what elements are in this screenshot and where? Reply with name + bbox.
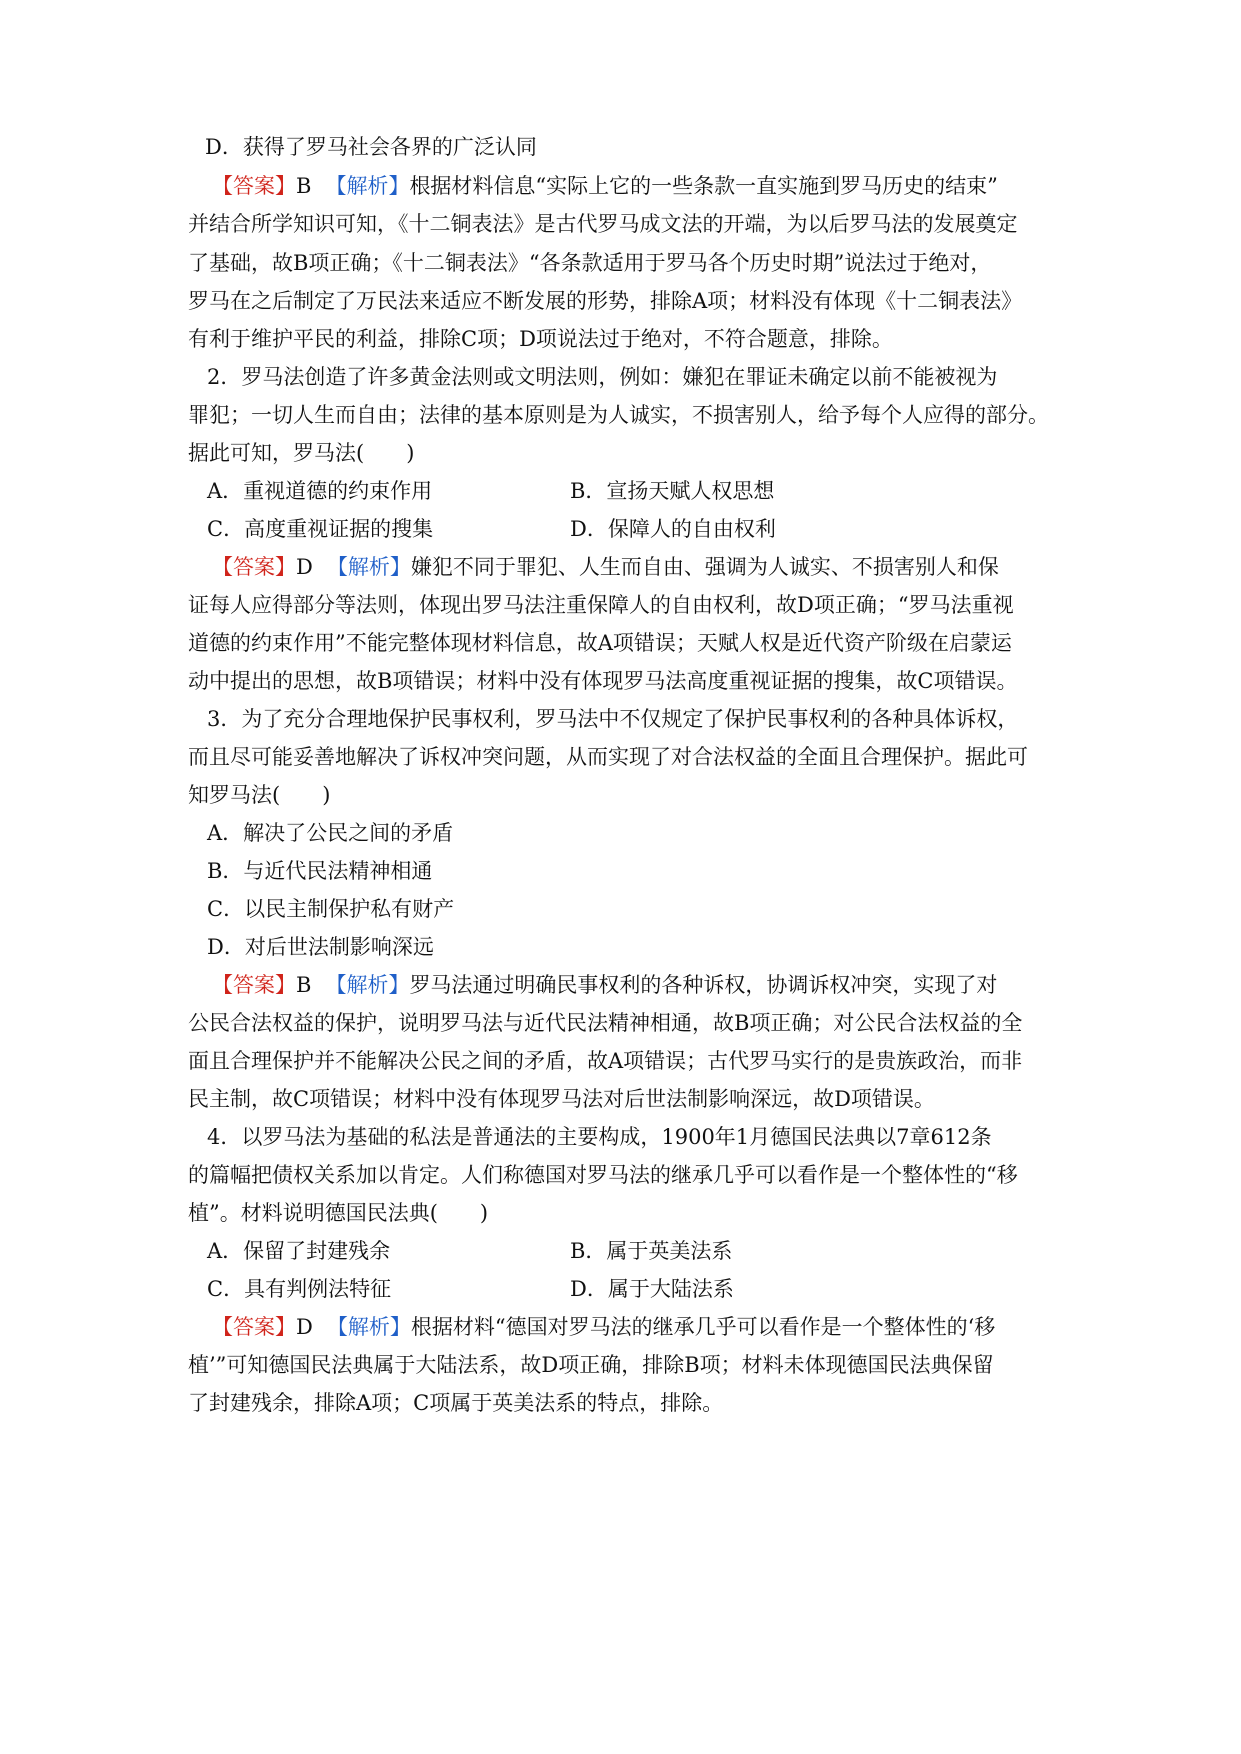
- q4-option-a: A．保留了封建残余: [207, 1239, 391, 1263]
- q2-option-d: D．保障人的自由权利: [570, 517, 776, 541]
- explain-text: 嫌犯不同于罪犯、人生而自由、强调为人诚实、不损害别人和保: [410, 555, 999, 579]
- q4-stem-line: 植”。材料说明德国民法典( ): [188, 1201, 489, 1225]
- q4-stem-line: 的篇幅把债权关系加以肯定。人们称德国对罗马法的继承几乎可以看作是一个整体性的“移: [188, 1163, 1018, 1187]
- answer-tag: 【答案】: [212, 555, 296, 579]
- explain-tag: 【解析】: [325, 973, 410, 997]
- q3-option-a: A．解决了公民之间的矛盾: [207, 821, 454, 845]
- prev-option-d: D．获得了罗马社会各界的广泛认同: [205, 135, 537, 159]
- explain-text: 根据材料信息“实际上它的一些条款一直实施到罗马历史的结束”: [409, 174, 998, 198]
- q3-explain-line: 民主制，故C项错误；材料中没有体现罗马法对后世法制影响深远，故D项错误。: [188, 1087, 935, 1111]
- q2-option-c: C．高度重视证据的搜集: [207, 517, 434, 541]
- q4-explain-line: 植’”可知德国民法典属于大陆法系，故D项正确，排除B项；材料未体现德国民法典保留: [188, 1353, 994, 1377]
- q4-answer-line: [212, 1312, 995, 1342]
- q2-answer-line: [212, 552, 999, 582]
- q2-stem-line: 罪犯；一切人生而自由；法律的基本原则是为人诚实，不损害别人，给予每个人应得的部分。: [188, 403, 1049, 427]
- explain-tag: 【解析】: [326, 555, 411, 579]
- q4-option-d: D．属于大陆法系: [570, 1277, 734, 1301]
- q1-explain-line: 并结合所学知识可知，《十二铜表法》是古代罗马成文法的开端，为以后罗马法的发展奠定: [188, 212, 1018, 236]
- answer-value: B: [296, 174, 312, 198]
- explain-text: 根据材料“德国对罗马法的继承几乎可以看作是一个整体性的‘移: [410, 1315, 996, 1339]
- explain-tag: 【解析】: [325, 174, 410, 198]
- q4-option-c: C．具有判例法特征: [207, 1277, 392, 1301]
- q3-stem-line: 3．为了充分合理地保护民事权利，罗马法中不仅规定了保护民事权利的各种具体诉权，: [207, 707, 1019, 731]
- explain-tag: 【解析】: [326, 1315, 411, 1339]
- q3-stem-line: 知罗马法( ): [188, 783, 331, 807]
- q1-explain-line: 了基础，故B项正确；《十二铜表法》“各条款适用于罗马各个历史时期”说法过于绝对，: [188, 251, 992, 275]
- q2-explain-line: 道德的约束作用”不能完整体现材料信息，故A项错误；天赋人权是近代资产阶级在启蒙运: [188, 631, 1012, 655]
- q1-answer-line: [212, 171, 998, 201]
- q2-explain-line: 动中提出的思想，故B项错误；材料中没有体现罗马法高度重视证据的搜集，故C项错误。: [188, 669, 1018, 693]
- q4-stem-line: 4．以罗马法为基础的私法是普通法的主要构成，1900年1月德国民法典以7章612条: [207, 1125, 992, 1149]
- answer-tag: 【答案】: [212, 1315, 296, 1339]
- q1-explain-line: 有利于维护平民的利益，排除C项；D项说法过于绝对，不符合题意，排除。: [188, 327, 893, 351]
- q3-option-c: C．以民主制保护私有财产: [207, 897, 455, 921]
- q2-option-a: A．重视道德的约束作用: [207, 479, 433, 503]
- q2-explain-line: 证每人应得部分等法则，体现出罗马法注重保障人的自由权利，故D项正确；“罗马法重视: [188, 593, 1014, 617]
- q1-explain-line: 罗马在之后制定了万民法来适应不断发展的形势，排除A项；材料没有体现《十二铜表法》: [188, 289, 1023, 313]
- answer-tag: 【答案】: [212, 174, 296, 198]
- answer-value: B: [296, 973, 312, 997]
- q3-option-b: B．与近代民法精神相通: [207, 859, 433, 883]
- q4-explain-line: 了封建残余，排除A项；C项属于英美法系的特点，排除。: [188, 1391, 724, 1415]
- q2-stem-line: 据此可知，罗马法( ): [188, 441, 415, 465]
- q3-answer-line: [212, 970, 997, 1000]
- explain-text: 罗马法通过明确民事权利的各种诉权，协调诉权冲突，实现了对: [409, 973, 998, 997]
- q3-option-d: D．对后世法制影响深远: [207, 935, 434, 959]
- q3-explain-line: 公民合法权益的保护，说明罗马法与近代民法精神相通，故B项正确；对公民合法权益的全: [188, 1011, 1023, 1035]
- q4-option-b: B．属于英美法系: [570, 1239, 733, 1263]
- answer-value: D: [296, 1315, 313, 1339]
- answer-tag: 【答案】: [212, 973, 296, 997]
- q3-stem-line: 而且尽可能妥善地解决了诉权冲突问题，从而实现了对合法权益的全面且合理保护。据此可: [188, 745, 1028, 769]
- answer-value: D: [296, 555, 313, 579]
- q2-stem-line: 2．罗马法创造了许多黄金法则或文明法则，例如：嫌犯在罪证未确定以前不能被视为: [207, 365, 998, 389]
- q2-option-b: B．宣扬天赋人权思想: [570, 479, 775, 503]
- q3-explain-line: 面且合理保护并不能解决公民之间的矛盾，故A项错误；古代罗马实行的是贵族政治，而非: [188, 1049, 1023, 1073]
